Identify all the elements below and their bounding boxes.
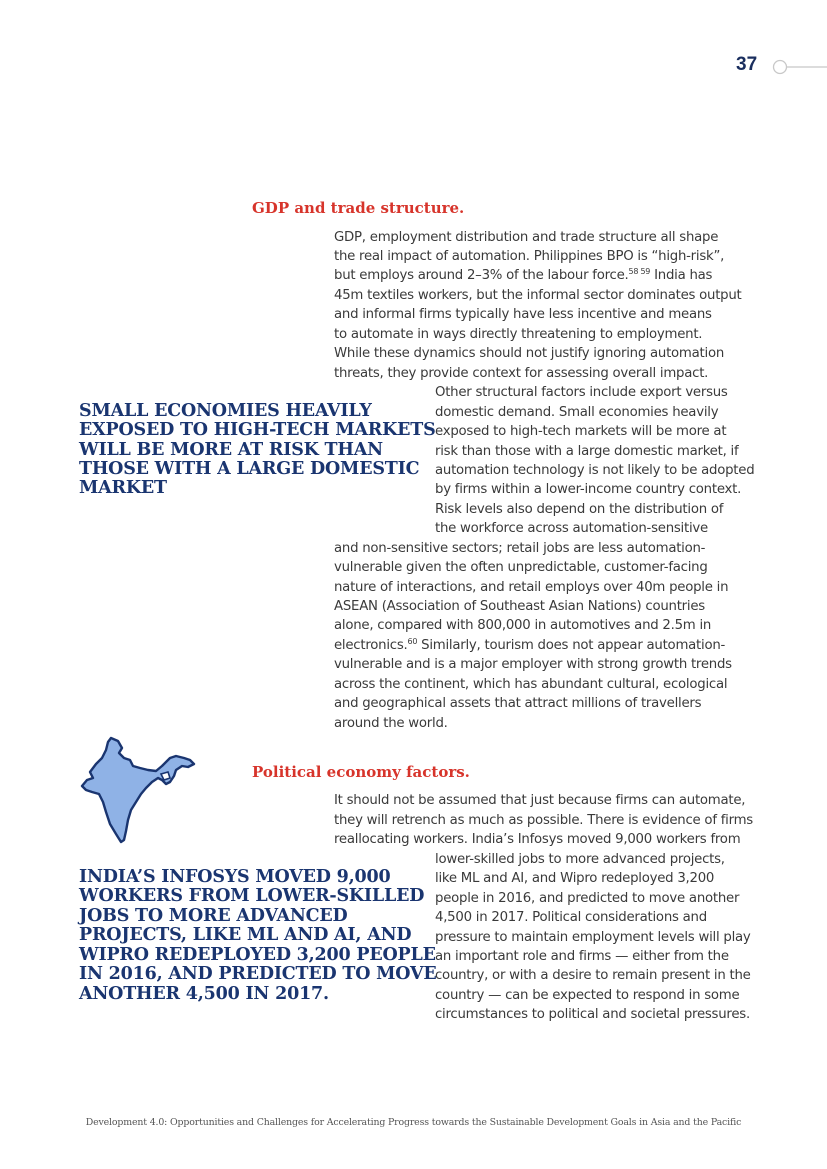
body-line: 4,500 in 2017. Political considerations and <box>435 910 707 925</box>
body-line: domestic demand. Small economies heavily <box>435 405 719 420</box>
body-line: around the world. <box>334 716 448 731</box>
pullquote-line: MARKET <box>79 478 167 498</box>
pullquote-line: SMALL ECONOMIES HEAVILY <box>79 401 372 421</box>
body-line: the workforce across automation-sensitive <box>435 521 708 536</box>
pullquote-line: WIPRO REDEPLOYED 3,200 PEOPLE <box>79 945 436 965</box>
body-line: by firms within a lower-income country context. <box>435 482 742 497</box>
pullquote-line: INDIA’S INFOSYS MOVED 9,000 <box>79 867 391 887</box>
body-line: nature of interactions, and retail employs over 40m people in <box>334 580 729 595</box>
body-line: people in 2016, and predicted to move another <box>435 891 740 906</box>
footnote-ref: 60 <box>407 637 418 646</box>
body-line: the real impact of automation. Philippines BPO is “high-risk”, <box>334 249 725 264</box>
pullquote-line: PROJECTS, LIKE ML AND AI, AND <box>79 925 412 945</box>
pullquote-line: THOSE WITH A LARGE DOMESTIC <box>79 459 420 479</box>
india-map-icon <box>78 736 198 846</box>
pullquote-line: WORKERS FROM LOWER-SKILLED <box>79 886 425 906</box>
body-line: It should not be assumed that just because firms can automate, <box>334 793 746 808</box>
body-line: an important role and firms — either from the <box>435 949 729 964</box>
body-line-text: electronics. <box>334 638 408 653</box>
page-footer: Development 4.0: Opportunities and Challenges for Accelerating Progress towards the Sustainable Development Goals in Asia and the Pacific <box>85 1117 742 1128</box>
body-line-text: India has <box>650 268 713 283</box>
body-line: While these dynamics should not justify ignoring automation <box>334 346 725 361</box>
body-line: country, or with a desire to remain present in the <box>435 968 751 983</box>
body-line: exposed to high-tech markets will be more at <box>435 424 727 439</box>
body-line: like ML and AI, and Wipro redeployed 3,200 <box>435 871 715 886</box>
body-line: Other structural factors include export versus <box>435 385 728 400</box>
body-line <box>334 266 712 286</box>
body-line: country — can be expected to respond in some <box>435 988 740 1003</box>
body-line: Risk levels also depend on the distribution of <box>435 502 724 517</box>
section-heading-political: Political economy factors. <box>252 763 470 781</box>
body-line: to automate in ways directly threatening to employment. <box>334 327 703 342</box>
body-line: pressure to maintain employment levels will play <box>435 930 751 945</box>
body-line: ASEAN (Association of Southeast Asian Nations) countries <box>334 599 705 614</box>
body-line: 45m textiles workers, but the informal sector dominates output <box>334 288 742 303</box>
pullquote-line: WILL BE MORE AT RISK THAN <box>79 440 383 460</box>
body-line: across the continent, which has abundant cultural, ecological <box>334 677 728 692</box>
body-line: circumstances to political and societal pressures. <box>435 1007 750 1022</box>
body-line: risk than those with a large domestic market, if <box>435 444 739 459</box>
body-line <box>334 636 725 656</box>
pullquote-line: IN 2016, AND PREDICTED TO MOVE <box>79 964 437 984</box>
body-line: automation technology is not likely to be adopted <box>435 463 755 478</box>
section-heading-gdp: GDP and trade structure. <box>252 199 465 217</box>
body-line-text: Similarly, tourism does not appear automation- <box>417 638 726 653</box>
pullquote-line: JOBS TO MORE ADVANCED <box>79 906 348 926</box>
body-line: reallocating workers. India’s Infosys moved 9,000 workers from <box>334 832 741 847</box>
body-line: threats, they provide context for assessing overall impact. <box>334 366 709 381</box>
page-number: 37 <box>736 54 758 75</box>
body-line-text: but employs around 2–3% of the labour force. <box>334 268 629 283</box>
page-marker-icon <box>772 58 827 76</box>
body-line: and informal firms typically have less incentive and means <box>334 307 712 322</box>
body-line: alone, compared with 800,000 in automotives and 2.5m in <box>334 618 712 633</box>
body-line: and geographical assets that attract millions of travellers <box>334 696 702 711</box>
body-line: lower-skilled jobs to more advanced projects, <box>435 852 725 867</box>
body-line: vulnerable given the often unpredictable, customer-facing <box>334 560 708 575</box>
pullquote-line: ANOTHER 4,500 IN 2017. <box>79 984 329 1004</box>
body-line: they will retrench as much as possible. There is evidence of firms <box>334 813 753 828</box>
body-line: and non-sensitive sectors; retail jobs are less automation- <box>334 541 706 556</box>
body-line: vulnerable and is a major employer with strong growth trends <box>334 657 732 672</box>
body-line: GDP, employment distribution and trade structure all shape <box>334 230 719 245</box>
footnote-ref: 58 59 <box>628 267 651 276</box>
pullquote-line: EXPOSED TO HIGH-TECH MARKETS <box>79 420 436 440</box>
